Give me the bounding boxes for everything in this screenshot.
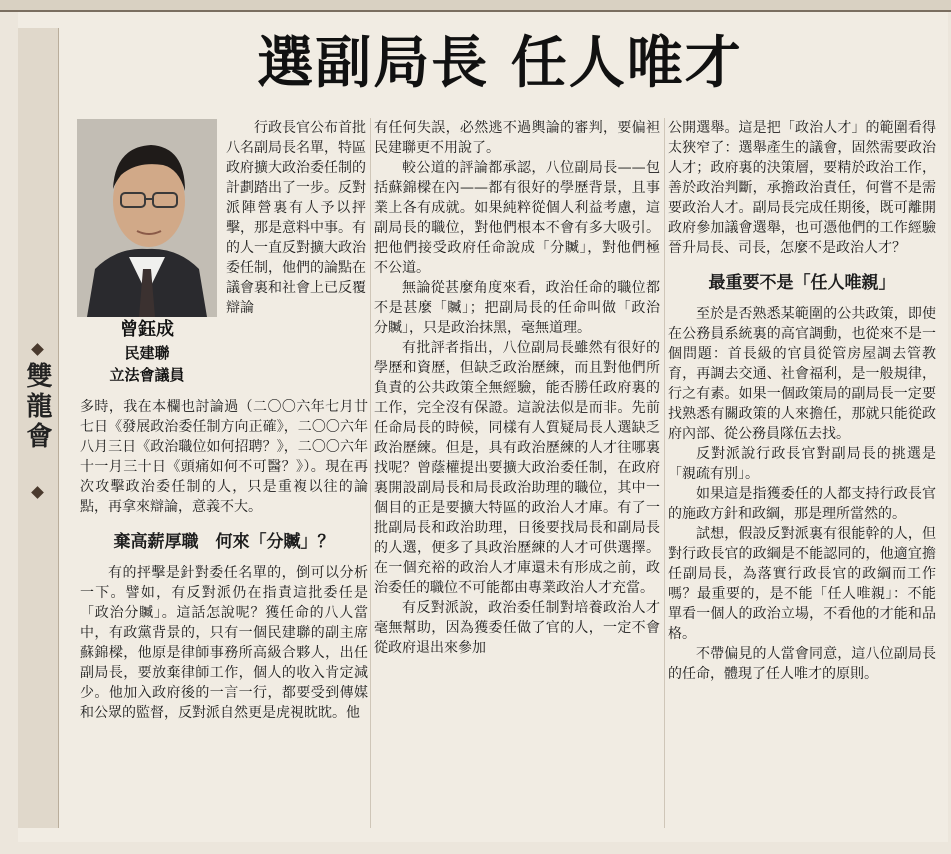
author-caption: [72, 318, 222, 386]
paragraph: 有的抨擊是針對委任名單的，倒可以分析一下。譬如，有反對派仍在指責這批委任是「政治分贓」。這話怎說呢？獲任命的八人當中，有政黨背景的，只有一個民建聯的副主席蘇錦樑，他原是律師事務所高級合夥人，出任副局長，要放棄律師工作，個人的收入肯定減少。他加入政府後的一言一行，都要受到傳媒和公眾的監督，反對派自然更是虎視眈眈。他: [80, 565, 368, 721]
author-role: 立法會議員: [109, 366, 185, 384]
paragraph: 行政長官公布首批八名副局長名單，特區政府擴大政治委任制的計劃踏出了一步。反對派陣營裏有人予以抨擊，那是意料中事。有的人一直反對擴大政治委任制，他們的論點在議會裏和社會上已反覆辯論: [226, 120, 366, 316]
author-name: 曾鈺成: [120, 319, 174, 340]
paragraph: 有任何失誤，必然逃不過輿論的審判，要偏袒民建聯更不用說了。: [374, 120, 660, 156]
subheading: 最重要不是「任人唯親」: [708, 273, 896, 293]
headline: 選副局長 任人唯才: [257, 31, 743, 96]
column-divider: [664, 118, 665, 828]
author-photo: [77, 119, 217, 317]
article-column-1-top: [226, 118, 366, 318]
article-column-2: [374, 118, 660, 658]
paragraph: 公開選舉。這是把「政治人才」的範圍看得太狹窄了：選舉產生的議會，固然需要政治人才；政府裏的決策層，要精於政治工作，善於政治判斷，承擔政治責任，何嘗不是需要政治人才。副局長完成任期後，既可離開政府參加議會選舉，也可憑他們的工作經驗晉升局長、司長，怎麼不是政治人才？: [668, 120, 936, 256]
paragraph: 較公道的評論都承認，八位副局長——包括蘇錦樑在內——都有很好的學歷背景，且事業上各有成就。如果純粹從個人利益考慮，這副局長的職位，對他們根本不會有多大吸引。把他們接受政府任命說成「分贓」，對他們極不公道。: [374, 160, 660, 276]
top-band: [0, 0, 951, 12]
author-party: 民建聯: [124, 344, 170, 362]
column-label: 雙龍會: [22, 362, 52, 452]
paragraph: 多時，我在本欄也討論過（二〇〇六年七月廿七日《發展政治委任制方向正確》，二〇〇六年八月三日《政治職位如何招聘？》，二〇〇六年十一月三十日《頭痛如何不可醫？》）。現在再次攻擊政治委任制的人，只是重複以往的論點，再拿來辯論，意義不大。: [80, 399, 368, 515]
paragraph: 有批評者指出，八位副局長雖然有很好的學歷和資歷，但缺乏政治歷練，而且對他們所負責的公共政策全無經驗，能否勝任政府裏的工作，完全沒有保證。這說法似是而非。先前任命局長的時候，同樣有人質疑局長人選缺乏政治歷練。但是，具有政治歷練的人才往哪裏找呢？曾蔭權提出要擴大政治委任制，在政府裏開設副局長和局長政治助理的職位，其中一個目的正是要擴大特區的政治人才庫。有了一批副局長和政治助理，日後要找局長和副局長的人選，便多了具政治歷練的人才可供選擇。在一個充裕的政治人才庫還未有形成之前，政治委任的職位不可能都由專業政治人才充當。: [374, 340, 660, 596]
article-column-1-bottom: [80, 397, 368, 723]
paragraph: 至於是否熟悉某範圍的公共政策，即使在公務員系統裏的高官調動，也從來不是一個問題：首長級的官員從管房屋調去管教育，再調去交通、社會福利，是一般規律，行之有素。如果一個政策局的副局長一定要找熟悉有關政策的人來擔任，那就只能從政府內部、從公務員隊伍去找。: [668, 306, 936, 442]
paragraph: 不帶偏見的人當會同意，這八位副局長的任命，體現了任人唯才的原則。: [668, 646, 936, 682]
paragraph: 無論從甚麼角度來看，政治任命的職位都不是甚麼「贓」；把副局長的任命叫做「政治分贓」，只是政治抹黑，毫無道理。: [374, 280, 660, 336]
subheading: 棄高薪厚職 何來「分贓」？: [113, 532, 335, 552]
paragraph: 反對派說行政長官對副局長的挑選是「親疏有別」。: [668, 446, 936, 482]
article-column-3: [668, 118, 936, 684]
column-divider: [370, 118, 371, 828]
paragraph: 有反對派說，政治委任制對培養政治人才毫無幫助，因為獲委任做了官的人，一定不會從政府退出來參加: [374, 600, 660, 656]
paragraph: 試想，假設反對派裏有很能幹的人，但對行政長官的政綱是不能認同的，他適宜擔任副局長，為落實行政長官的政綱而工作嗎？最重要的，是不能「任人唯親」：不能單看一個人的政治立場，不看他的才能和品格。: [668, 526, 936, 642]
paragraph: 如果這是指獲委任的人都支持行政長官的施政方針和政綱，那是理所當然的。: [668, 486, 936, 522]
